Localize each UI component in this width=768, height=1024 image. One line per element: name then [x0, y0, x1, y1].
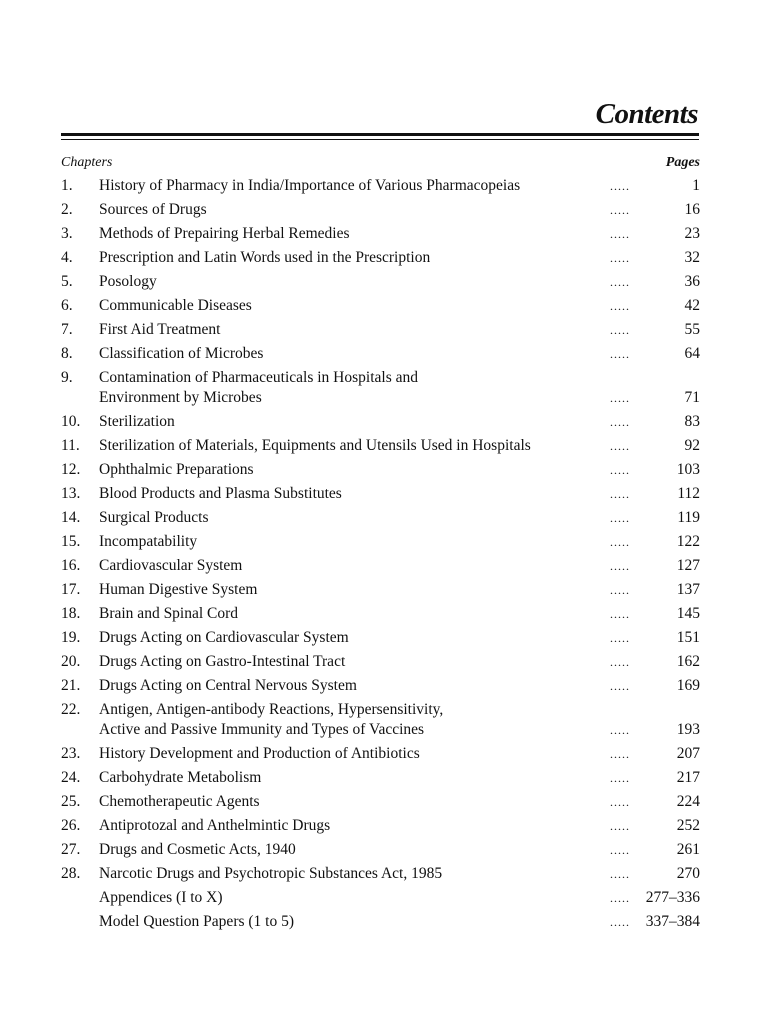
- chapter-title: [99, 368, 589, 408]
- chapter-title: [99, 460, 589, 480]
- chapter-number: 10.: [61, 413, 81, 430]
- toc-entry: [0, 838, 768, 862]
- chapter-title-line: Contamination of Pharmaceuticals in Hospitals and: [99, 369, 418, 386]
- chapter-title-line: Narcotic Drugs and Psychotropic Substances Act, 1985: [99, 865, 443, 882]
- toc-entry: [0, 342, 768, 366]
- chapter-title-line: Posology: [99, 273, 157, 290]
- chapter-number: 8.: [61, 345, 73, 362]
- leader-dots: .....: [610, 415, 630, 429]
- chapter-title: [99, 580, 589, 600]
- chapter-title-line: Surgical Products: [99, 509, 209, 526]
- leader-dots: .....: [610, 251, 630, 265]
- pages-column-header: Pages: [665, 155, 700, 170]
- chapter-number: 14.: [61, 509, 81, 526]
- leader-dots: .....: [610, 463, 630, 477]
- toc-entry: [0, 886, 768, 910]
- leader-dots: .....: [610, 227, 630, 241]
- chapter-title: [99, 436, 589, 456]
- page-number: 207: [676, 745, 700, 762]
- page-number: 23: [684, 225, 700, 242]
- chapter-title-line: Appendices (I to X): [99, 889, 223, 906]
- page-number: 224: [676, 793, 700, 810]
- chapter-title-line: Chemotherapeutic Agents: [99, 793, 260, 810]
- chapter-title: [99, 224, 589, 244]
- chapter-title-line: First Aid Treatment: [99, 321, 221, 338]
- page-number: 151: [676, 629, 700, 646]
- toc-entry: [0, 742, 768, 766]
- chapter-title: [99, 888, 589, 908]
- leader-dots: .....: [610, 179, 630, 193]
- contents-title: Contents: [595, 98, 698, 130]
- toc-entry: [0, 602, 768, 626]
- chapter-title: [99, 864, 589, 884]
- chapter-title-line: Model Question Papers (1 to 5): [99, 913, 295, 930]
- leader-dots: .....: [610, 891, 630, 905]
- chapter-title-line: Sterilization of Materials, Equipments and Utensils Used in Hospitals: [99, 437, 531, 454]
- chapter-title: [99, 556, 589, 576]
- leader-dots: .....: [610, 439, 630, 453]
- toc-entry: [0, 506, 768, 530]
- page-number: 169: [676, 677, 700, 694]
- chapter-title-line: Drugs Acting on Cardiovascular System: [99, 629, 349, 646]
- chapter-number: 1.: [61, 177, 73, 194]
- page-number: 337–384: [645, 913, 700, 930]
- toc-entry: [0, 650, 768, 674]
- page-number: 83: [684, 413, 700, 430]
- chapter-title: [99, 840, 589, 860]
- page-number: 112: [677, 485, 700, 502]
- chapter-number: 19.: [61, 629, 81, 646]
- page-number: 92: [684, 437, 700, 454]
- leader-dots: .....: [610, 655, 630, 669]
- chapter-title: [99, 792, 589, 812]
- leader-dots: .....: [610, 771, 630, 785]
- toc-entry: [0, 366, 768, 410]
- page-number: 55: [684, 321, 700, 338]
- toc-entry: [0, 862, 768, 886]
- leader-dots: .....: [610, 559, 630, 573]
- chapter-number: 16.: [61, 557, 81, 574]
- chapter-number: 11.: [61, 437, 80, 454]
- toc-entry: [0, 458, 768, 482]
- chapter-number: 21.: [61, 677, 81, 694]
- chapter-title: [99, 628, 589, 648]
- leader-dots: .....: [610, 915, 630, 929]
- chapter-title-line: Cardiovascular System: [99, 557, 243, 574]
- chapter-number: 18.: [61, 605, 81, 622]
- chapter-title-line: Classification of Microbes: [99, 345, 264, 362]
- chapter-title: [99, 816, 589, 836]
- chapter-title-line: Drugs Acting on Central Nervous System: [99, 677, 357, 694]
- chapter-number: 3.: [61, 225, 73, 242]
- page-number: 277–336: [645, 889, 700, 906]
- chapter-title: [99, 744, 589, 764]
- chapter-title: [99, 412, 589, 432]
- chapter-title: [99, 508, 589, 528]
- chapter-title: [99, 344, 589, 364]
- chapter-number: 7.: [61, 321, 73, 338]
- chapter-title-line: Communicable Diseases: [99, 297, 252, 314]
- chapter-title: [99, 676, 589, 696]
- toc-entry: [0, 790, 768, 814]
- page-number: 64: [684, 345, 700, 362]
- leader-dots: .....: [610, 299, 630, 313]
- page-number: 127: [676, 557, 700, 574]
- chapter-title-line: Drugs Acting on Gastro-Intestinal Tract: [99, 653, 346, 670]
- chapter-title-line: Antiprotozal and Anthelmintic Drugs: [99, 817, 331, 834]
- toc-entry: [0, 578, 768, 602]
- page-number: 137: [676, 581, 700, 598]
- title-rule-thin: [61, 139, 699, 140]
- page-number: 162: [676, 653, 700, 670]
- chapter-title-line: Environment by Microbes: [99, 389, 262, 406]
- chapter-title-line: Antigen, Antigen-antibody Reactions, Hypersensitivity,: [99, 701, 444, 718]
- toc-entry: [0, 626, 768, 650]
- toc-entry: [0, 814, 768, 838]
- table-of-contents: [0, 174, 768, 934]
- leader-dots: .....: [610, 747, 630, 761]
- leader-dots: .....: [610, 323, 630, 337]
- page-number: 217: [676, 769, 700, 786]
- toc-entry: [0, 530, 768, 554]
- toc-entry: [0, 294, 768, 318]
- leader-dots: .....: [610, 867, 630, 881]
- page-number: 261: [676, 841, 700, 858]
- page-number: 16: [684, 201, 700, 218]
- chapter-number: 26.: [61, 817, 81, 834]
- title-rule-thick: [61, 133, 699, 136]
- chapter-number: 25.: [61, 793, 81, 810]
- leader-dots: .....: [610, 679, 630, 693]
- chapter-title-line: Carbohydrate Metabolism: [99, 769, 262, 786]
- page-number: 145: [676, 605, 700, 622]
- page-number: 1: [692, 177, 700, 194]
- page-number: 119: [677, 509, 700, 526]
- chapter-number: 13.: [61, 485, 81, 502]
- leader-dots: .....: [610, 511, 630, 525]
- page-number: 270: [676, 865, 700, 882]
- chapter-title: [99, 700, 589, 740]
- toc-entry: [0, 554, 768, 578]
- chapter-title-line: Ophthalmic Preparations: [99, 461, 254, 478]
- chapter-title-line: Brain and Spinal Cord: [99, 605, 239, 622]
- chapter-title: [99, 604, 589, 624]
- chapter-title-line: Methods of Prepairing Herbal Remedies: [99, 225, 350, 242]
- leader-dots: .....: [610, 795, 630, 809]
- chapter-title: [99, 532, 589, 552]
- chapter-number: 24.: [61, 769, 81, 786]
- toc-entry: [0, 318, 768, 342]
- toc-entry: [0, 222, 768, 246]
- toc-entry: [0, 766, 768, 790]
- chapter-number: 15.: [61, 533, 81, 550]
- leader-dots: .....: [610, 347, 630, 361]
- leader-dots: .....: [610, 275, 630, 289]
- chapter-title-line: Active and Passive Immunity and Types of Vaccines: [99, 721, 425, 738]
- chapter-number: 22.: [61, 701, 81, 718]
- leader-dots: .....: [610, 843, 630, 857]
- toc-entry: [0, 198, 768, 222]
- toc-entry: [0, 410, 768, 434]
- page-number: 193: [676, 721, 700, 738]
- chapter-title: [99, 768, 589, 788]
- leader-dots: .....: [610, 203, 630, 217]
- chapter-title-line: Blood Products and Plasma Substitutes: [99, 485, 342, 502]
- page-number: 32: [684, 249, 700, 266]
- page-number: 71: [684, 389, 700, 406]
- leader-dots: .....: [610, 535, 630, 549]
- chapter-number: 23.: [61, 745, 81, 762]
- toc-entry: [0, 674, 768, 698]
- chapter-title-line: Drugs and Cosmetic Acts, 1940: [99, 841, 296, 858]
- leader-dots: .....: [610, 819, 630, 833]
- chapter-number: 12.: [61, 461, 81, 478]
- page-number: 36: [684, 273, 700, 290]
- page-number: 103: [676, 461, 700, 478]
- toc-entry: [0, 910, 768, 934]
- toc-entry: [0, 270, 768, 294]
- leader-dots: .....: [610, 487, 630, 501]
- chapter-title-line: Sources of Drugs: [99, 201, 207, 218]
- chapter-number: 17.: [61, 581, 81, 598]
- chapter-number: 5.: [61, 273, 73, 290]
- chapter-title: [99, 176, 589, 196]
- toc-entry: [0, 434, 768, 458]
- chapter-number: 28.: [61, 865, 81, 882]
- chapter-title-line: Prescription and Latin Words used in the Prescription: [99, 249, 431, 266]
- leader-dots: .....: [610, 607, 630, 621]
- page-number: 42: [684, 297, 700, 314]
- chapter-title: [99, 200, 589, 220]
- chapter-number: 27.: [61, 841, 81, 858]
- chapter-number: 20.: [61, 653, 81, 670]
- chapter-title: [99, 652, 589, 672]
- chapter-title-line: Incompatability: [99, 533, 198, 550]
- chapter-title-line: Sterilization: [99, 413, 175, 430]
- leader-dots: .....: [610, 723, 630, 737]
- chapter-number: 4.: [61, 249, 73, 266]
- toc-entry: [0, 174, 768, 198]
- chapter-title: [99, 296, 589, 316]
- leader-dots: .....: [610, 583, 630, 597]
- leader-dots: .....: [610, 631, 630, 645]
- page-number: 252: [676, 817, 700, 834]
- chapter-number: 2.: [61, 201, 73, 218]
- chapter-number: 6.: [61, 297, 73, 314]
- chapter-title: [99, 248, 589, 268]
- chapter-title-line: Human Digestive System: [99, 581, 258, 598]
- chapter-number: 9.: [61, 369, 73, 386]
- chapter-title: [99, 484, 589, 504]
- page-number: 122: [676, 533, 700, 550]
- leader-dots: .....: [610, 391, 630, 405]
- toc-entry: [0, 482, 768, 506]
- toc-entry: [0, 246, 768, 270]
- chapter-title: [99, 912, 589, 932]
- chapters-column-header: Chapters: [61, 155, 113, 170]
- chapter-title-line: History Development and Production of Antibiotics: [99, 745, 420, 762]
- chapter-title: [99, 272, 589, 292]
- toc-entry: [0, 698, 768, 742]
- chapter-title: [99, 320, 589, 340]
- chapter-title-line: History of Pharmacy in India/Importance of Various Pharmacopeias: [99, 177, 521, 194]
